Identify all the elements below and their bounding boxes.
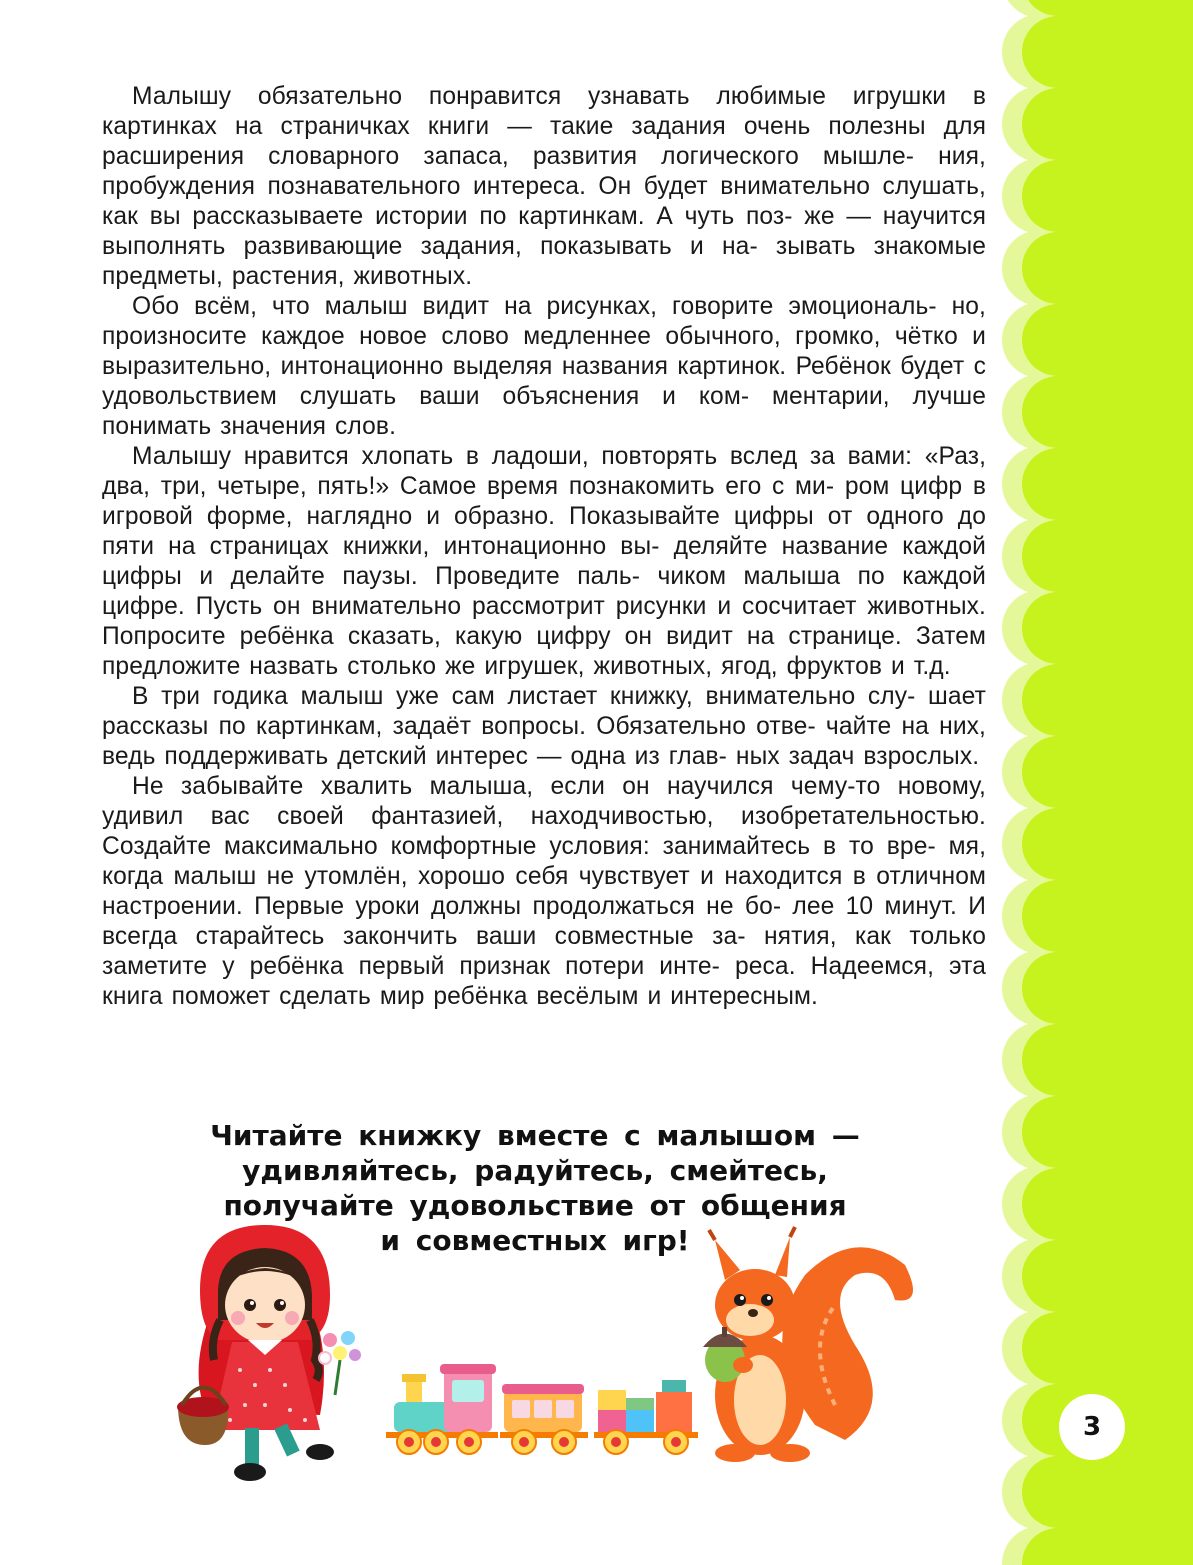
toy-train-illustration [384, 1360, 704, 1460]
paragraph-2: Обо всём, что малыш видит на рисунках, говорите эмоциональ- но, произносите каждое новое слово медленнее обычного, громко, чётко и выразительно, интонационно выделяя названия картинок. Ребёнок будет с удовольствием слушать ваши объяснения и ком- ментарии, лучше понимать значения слов. [102, 293, 986, 440]
girl-in-red-hood-illustration [170, 1220, 370, 1485]
paragraph-3: Малышу нравится хлопать в ладоши, повторять вслед за вами: «Раз, два, три, четыре, пять!» Самое время познакомить его с ми- ром цифр в игровой форме, наглядно и образно. Показывайте цифры от одного до пяти на страницах книжки, интонационно вы- деляйте название каждой цифры и делайте паузы. Проведите паль- чиком малыша по каждой цифре. Пусть он внимательно рассмотрит рисунки и сосчитает животных. Попросите ребёнка сказать, какую цифру он видит на странице. Затем предложите назвать столько же игрушек, животных, ягод, фруктов и т.д. [102, 443, 986, 680]
callout-line-4: и совместных игр! [380, 1224, 690, 1257]
paragraph-4: В три годика малыш уже сам листает книжку, внимательно слу- шает рассказы по картинкам, задаёт вопросы. Обязательно отве- чайте на них, ведь поддерживать детский интерес — одна из глав- ных задач взрослых. [102, 683, 986, 770]
callout-line-3: получайте удовольствие от общения [223, 1189, 847, 1222]
callout-line-1: Читайте книжку вместе с малышом — [210, 1119, 860, 1152]
paragraph-1: Малышу обязательно понравится узнавать любимые игрушки в картинках на страничках книги — такие задания очень полезны для расширения словарного запаса, развития логического мышле- ния, пробуждения познавательного интереса. Он будет внимательно слушать, как вы рассказываете истории по картинкам. А чуть поз- же — научится выполнять развивающие задания, показывать и на- зывать знакомые предметы, растения, животных. [102, 83, 986, 290]
page-number: 3 [1059, 1394, 1125, 1460]
paragraph-5: Не забывайте хвалить малыша, если он научился чему-то новому, удивил вас своей фантазией, находчивостью, изобретательностью. Создайте максимально комфортные условия: занимайтесь в то вре- мя, когда малыш не утомлён, хорошо себя чувствует и находится в отличном настроении. Первые уроки должны продолжаться не бо- лее 10 минут. И всегда старайтесь закончить ваши совместные за- нятия, как только заметите у ребёнка первый признак потери инте- реса. Надеемся, эта книга поможет сделать мир ребёнка весёлым и интересным. [102, 773, 986, 1010]
callout-line-2: удивляйтесь, радуйтесь, смейтесь, [242, 1154, 828, 1187]
body-text [102, 82, 986, 1012]
squirrel-with-acorn-illustration [695, 1225, 925, 1475]
